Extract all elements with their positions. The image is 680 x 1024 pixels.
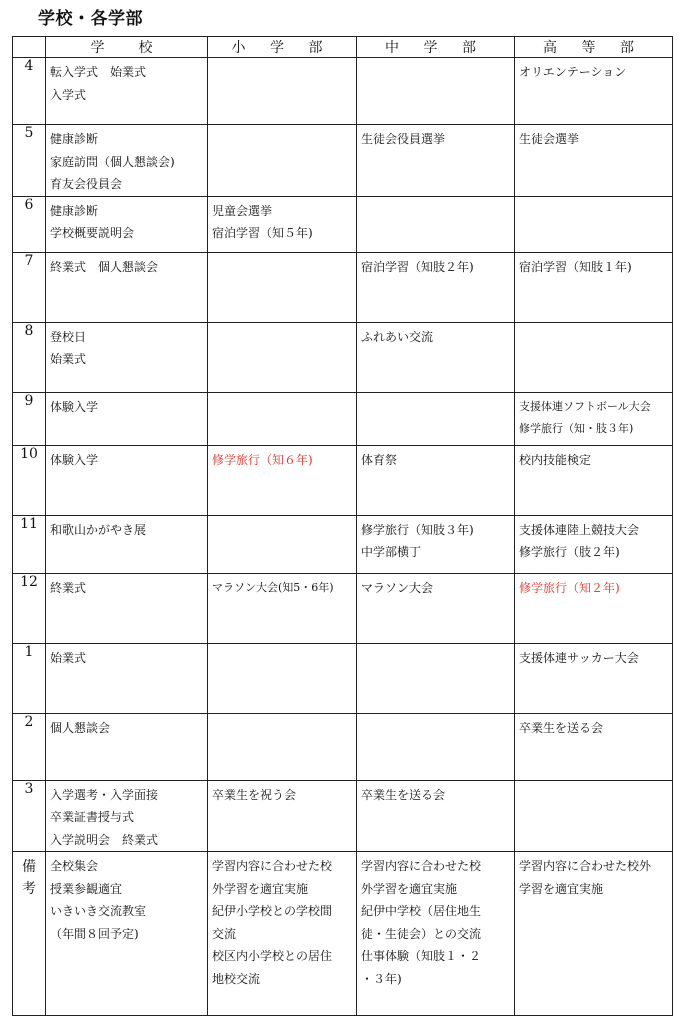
remarks-high-cell	[515, 852, 673, 1016]
month-label: 6	[13, 196, 46, 252]
table-row	[13, 322, 673, 392]
cell-line: 地校交流	[212, 971, 261, 986]
cell-line: 宿泊学習（知肢１年)	[519, 259, 632, 274]
elementary-cell	[208, 125, 357, 197]
school-cell	[46, 515, 208, 573]
cell-line: 校区内小学校との居住	[212, 949, 333, 963]
cell-line: 宿泊学習（知５年)	[212, 226, 313, 240]
school-cell	[46, 445, 208, 515]
schedule-body	[13, 58, 673, 1016]
middle-cell	[357, 392, 515, 445]
high-cell	[515, 643, 673, 713]
school-cell	[46, 58, 208, 125]
table-row	[13, 392, 673, 445]
cell-line: 体育祭	[361, 452, 398, 467]
cell-line: 徒・生徒会）との交流	[361, 926, 482, 941]
school-cell	[46, 780, 208, 852]
cell-line: 外学習を適宜実施	[212, 881, 309, 896]
cell-line: 体験入学	[50, 399, 99, 414]
school-cell	[46, 392, 208, 445]
table-row	[13, 58, 673, 125]
middle-cell	[357, 573, 515, 643]
elementary-header: 小 学 部	[208, 37, 357, 58]
cell-line: ふれあい交流	[361, 329, 434, 344]
school-cell	[46, 573, 208, 643]
table-row	[13, 573, 673, 643]
remarks-middle-cell	[357, 852, 515, 1016]
high-cell	[515, 196, 673, 252]
cell-line: 修学旅行（肢２年)	[519, 545, 620, 559]
cell-line: 学習内容に合わせた校外	[519, 859, 652, 873]
high-cell	[515, 252, 673, 322]
cell-line: ・３年)	[361, 971, 402, 986]
middle-cell	[357, 196, 515, 252]
cell-line: 授業参観適宜	[50, 881, 123, 896]
header-row	[13, 37, 673, 58]
middle-cell	[357, 515, 515, 573]
school-cell	[46, 196, 208, 252]
month-label: 10	[13, 445, 46, 515]
high-cell	[515, 322, 673, 392]
cell-line: 宿泊学習（知肢２年)	[361, 259, 474, 274]
elementary-cell	[208, 445, 357, 515]
cell-line: 生徒会選挙	[519, 132, 580, 146]
page-title: 学校・各学部	[38, 9, 143, 29]
cell-line: 学校概要説明会	[50, 226, 135, 240]
cell-line: オリエンテーション	[519, 65, 627, 79]
remarks-label-char: 備	[22, 859, 36, 875]
cell-line: マラソン大会	[361, 580, 434, 595]
middle-cell	[357, 713, 515, 780]
cell-line: 修学旅行（知・肢３年)	[519, 422, 634, 435]
middle-header: 中 学 部	[357, 37, 515, 58]
middle-cell	[357, 780, 515, 852]
cell-line: いきいき交流教室	[50, 904, 147, 918]
table-row	[13, 196, 673, 252]
cell-line: 学習を適宜実施	[519, 881, 604, 896]
school-cell	[46, 713, 208, 780]
cell-line: 支援体連ソフトボール大会	[519, 399, 651, 413]
cell-line: 全校集会	[50, 859, 99, 873]
cell-line: 学習内容に合わせた校	[361, 859, 482, 873]
month-label: 11	[13, 515, 46, 573]
high-cell	[515, 445, 673, 515]
remarks-school-cell	[46, 852, 208, 1016]
cell-line: 仕事体験（知肢１・２	[361, 949, 482, 963]
cell-line: 育友会役員会	[50, 177, 123, 191]
remarks-label	[13, 852, 46, 1016]
cell-line: 修学旅行（知６年)	[212, 452, 313, 467]
remarks-row	[13, 852, 673, 1016]
elementary-cell	[208, 196, 357, 252]
school-cell	[46, 322, 208, 392]
month-label: 2	[13, 713, 46, 780]
elementary-cell	[208, 713, 357, 780]
month-header	[13, 37, 46, 58]
cell-line: マラソン大会(知5・6年)	[212, 580, 334, 594]
month-label: 8	[13, 322, 46, 392]
table-row	[13, 515, 673, 573]
elementary-cell	[208, 392, 357, 445]
table-row	[13, 252, 673, 322]
month-label: 12	[13, 573, 46, 643]
month-label: 7	[13, 252, 46, 322]
cell-line: 卒業証書授与式	[50, 810, 135, 824]
cell-line: 終業式 個人懇談会	[50, 259, 159, 274]
table-row	[13, 643, 673, 713]
cell-line: 外学習を適宜実施	[361, 881, 458, 896]
cell-line: 健康診断	[50, 132, 99, 146]
remarks-elementary-cell	[208, 852, 357, 1016]
high-cell	[515, 713, 673, 780]
elementary-cell	[208, 58, 357, 125]
school-cell	[46, 643, 208, 713]
cell-line: 修学旅行（知肢３年)	[361, 522, 474, 537]
elementary-cell	[208, 780, 357, 852]
cell-line: 始業式	[50, 352, 87, 366]
cell-line: 卒業生を送る会	[361, 787, 446, 802]
elementary-cell	[208, 252, 357, 322]
cell-line: （年間８回予定)	[50, 926, 139, 941]
middle-cell	[357, 445, 515, 515]
elementary-cell	[208, 515, 357, 573]
month-label: 4	[13, 58, 46, 125]
cell-line: 支援体連陸上競技大会	[519, 522, 640, 537]
month-label: 1	[13, 643, 46, 713]
cell-line: 交流	[212, 926, 237, 941]
table-row	[13, 445, 673, 515]
high-cell	[515, 780, 673, 852]
high-cell	[515, 573, 673, 643]
cell-line: 体験入学	[50, 452, 99, 467]
high-cell	[515, 515, 673, 573]
school-header: 学 校	[46, 37, 208, 58]
cell-line: 卒業生を送る会	[519, 720, 604, 735]
high-cell	[515, 58, 673, 125]
cell-line: 家庭訪問（個人懇談会)	[50, 154, 175, 169]
month-label: 5	[13, 125, 46, 197]
cell-line: 生徒会役員選挙	[361, 132, 446, 146]
cell-line: 中学部横丁	[361, 545, 422, 559]
middle-cell	[357, 252, 515, 322]
cell-line: 支援体連サッカー大会	[519, 650, 639, 665]
middle-cell	[357, 125, 515, 197]
cell-line: 紀伊中学校（居住地生	[361, 904, 482, 918]
cell-line: 転入学式 始業式	[50, 65, 147, 79]
cell-line: 個人懇談会	[50, 720, 111, 735]
month-label: 3	[13, 780, 46, 852]
remarks-label-char: 考	[22, 881, 36, 897]
cell-line: 校内技能検定	[519, 452, 592, 467]
cell-line: 入学選考・入学面接	[50, 787, 159, 802]
cell-line: 和歌山かがやき展	[50, 522, 147, 537]
cell-line: 入学説明会 終業式	[50, 832, 159, 847]
middle-cell	[357, 322, 515, 392]
cell-line: 卒業生を祝う会	[212, 787, 297, 802]
high-cell	[515, 392, 673, 445]
elementary-cell	[208, 573, 357, 643]
cell-line: 学習内容に合わせた校	[212, 859, 333, 873]
high-cell	[515, 125, 673, 197]
cell-line: 紀伊小学校との学校間	[212, 904, 333, 918]
high-header: 高 等 部	[515, 37, 673, 58]
cell-line: 終業式	[50, 580, 87, 595]
cell-line: 修学旅行（知２年)	[519, 580, 620, 595]
elementary-cell	[208, 322, 357, 392]
table-row	[13, 780, 673, 852]
table-row	[13, 713, 673, 780]
table-row	[13, 125, 673, 197]
elementary-cell	[208, 643, 357, 713]
cell-line: 健康診断	[50, 203, 99, 218]
month-label: 9	[13, 392, 46, 445]
cell-line: 児童会選挙	[212, 203, 273, 218]
school-cell	[46, 125, 208, 197]
school-cell	[46, 252, 208, 322]
schedule-table	[12, 36, 673, 1016]
cell-line: 入学式	[50, 87, 87, 102]
middle-cell	[357, 58, 515, 125]
middle-cell	[357, 643, 515, 713]
cell-line: 登校日	[50, 329, 87, 344]
cell-line: 始業式	[50, 650, 87, 665]
